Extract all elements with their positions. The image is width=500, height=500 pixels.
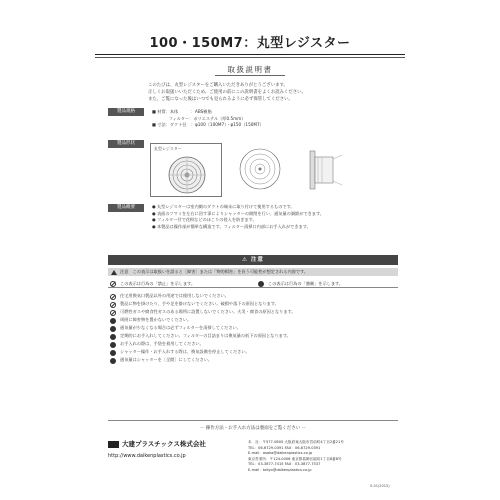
footer-note: － 操作方法・お手入れ方法は裏面をご覧ください － [199, 426, 307, 431]
title-rule-thin [95, 57, 405, 58]
address-line: E-mail：tokyo@daikenplastics.co.jp [248, 467, 312, 472]
title-rule [95, 54, 405, 55]
spec-line: ■ 寸法：ダクト径 ：φ100（100M7）・φ150（150M7） [152, 122, 264, 127]
company-url-link[interactable]: http://www.daikenplastics.co.jp [108, 453, 186, 459]
page-title: 100・150M7：丸型レジスター [149, 36, 351, 51]
mandatory-icon [110, 350, 116, 356]
mandatory-icon [110, 342, 116, 348]
spec-line: フィルター：ポリエステル（厚0.5mm） [152, 115, 246, 121]
intro-line: また、ご覧になった後はいつでも見られるように必ず保管してください。 [148, 97, 293, 102]
legend-prohibit-text: この表示は行為の「禁止」を示します。 [120, 281, 196, 286]
intro-line: 正しくお取扱いいただくため、ご使用の前にこの説明書をよくお読みください。 [148, 90, 306, 95]
mandatory-icon [110, 358, 116, 364]
address-block [248, 440, 398, 473]
company-logo-icon [108, 441, 119, 448]
address-line: TEL：03-3877-7415 FAX：03-3877-7537 [248, 462, 321, 466]
warning-triangle-icon [111, 270, 117, 275]
caution-text: 住宅用換気口製品以外の用途では使用しないでください。 [120, 293, 229, 298]
section-label-shape: 製品形状 [108, 140, 144, 148]
caution-text: お手入れの際は、手袋を着用してください。 [120, 341, 204, 346]
document-code: 0-01(2015) [370, 484, 390, 488]
product-photo-frame [150, 143, 222, 197]
caution-item [108, 349, 398, 355]
caution-list [108, 293, 398, 365]
list-item: ● 丸型レジスターは室内側のダクトの端末に取り付けて使用するものです。 [152, 204, 295, 209]
caution-legend [108, 279, 398, 288]
mandatory-icon [258, 281, 264, 287]
prohibition-icon [110, 294, 116, 300]
title-bar [95, 36, 405, 52]
mandatory-icon [110, 334, 116, 340]
address-line: TEL：06-6729-0391 FAX：06-6729-0391 [248, 445, 321, 450]
mandatory-icon [110, 318, 116, 324]
section-label-overview: 製品概要 [108, 204, 144, 212]
warning-text: 注意 この表示は取扱いを誤ると［障害］または「物的損害」を負う可能性が想定される内容です。 [120, 269, 309, 274]
caution-item [108, 301, 398, 307]
company-block [108, 440, 238, 460]
caution-text: 製品に物を掛けたり、手や足を掛けないでください。破損や落下の原因となります。 [120, 301, 279, 306]
caution-header: ⚠ 注意 [108, 255, 398, 265]
prohibition-icon [110, 310, 116, 316]
subtitle-rule [215, 75, 285, 76]
intro-text [148, 82, 358, 103]
photo-caption: 丸型レジスター [154, 146, 182, 151]
spec-line: ■ 材質：本体 ：ABS樹脂 [152, 109, 212, 114]
company-name-text: 大建プラスチックス株式会社 [122, 440, 206, 448]
caution-item [108, 357, 398, 363]
footer-rule [108, 420, 398, 421]
prohibition-icon [110, 281, 116, 287]
list-item: ● 本製品は操作部が簡単な構造です。フィルター清掃口内部にお手入れができます。 [152, 223, 311, 229]
register-photo-icon [151, 144, 223, 198]
caution-text: 通気量はシャッターを［全開］にしてください。 [120, 357, 213, 362]
address-line: 本 社：〒577-0805 大阪府東大阪市宮前町4丁目2番21号 [248, 440, 344, 444]
spec-text [152, 109, 264, 129]
list-item: ● 表面のツマミを左右に回す事によりシャッターの開閉を行い、通気量の調節ができます。 [152, 210, 324, 216]
address-line: 東京営業所：〒124-0006 東京都葛飾区堀切1丁目8番8号 [248, 456, 342, 461]
front-view-diagram-icon [230, 145, 290, 197]
list-item: ● フィルター付で花粉などのほこりの侵入を防ぎます。 [152, 217, 257, 222]
caution-item [108, 333, 398, 339]
feature-list [152, 204, 402, 230]
document-subtitle: 取扱説明書 [227, 65, 273, 74]
side-view-diagram-icon [296, 145, 346, 197]
section-label-spec: 製品規格 [108, 108, 144, 116]
prohibition-icon [110, 302, 116, 308]
caution-text: 可燃性ガスや腐食性ガスのある場所に設置しないでください。火災・腐食の原因となります。 [120, 309, 296, 314]
intro-line: このたびは、丸型レジスターをご購入いただきありがとうございます。 [148, 83, 288, 88]
caution-text: 周囲に障害物を置かないでください。 [120, 317, 192, 322]
caution-item [108, 293, 398, 299]
caution-text: 通気量が少なくなる場合は必ずフィルターを清掃してください。 [120, 325, 241, 330]
mandatory-icon [110, 326, 116, 332]
legend-mandatory-text: この表示は行為の「強制」を示します。 [268, 281, 344, 286]
address-line: E-mail：osaka@daikenplastics.co.jp [248, 451, 313, 455]
company-name [108, 440, 238, 448]
caution-item [108, 341, 398, 347]
caution-item [108, 309, 398, 315]
caution-item [108, 317, 398, 323]
warning-row [108, 268, 398, 276]
caution-text: 定期的にお手入れしてください。フィルターの目詰まりは換気量の低下の原因となります。 [120, 333, 291, 338]
caution-text: シャッター操作・お手入れする際は、換気設備を停止してください。 [120, 349, 250, 354]
caution-item [108, 325, 398, 331]
